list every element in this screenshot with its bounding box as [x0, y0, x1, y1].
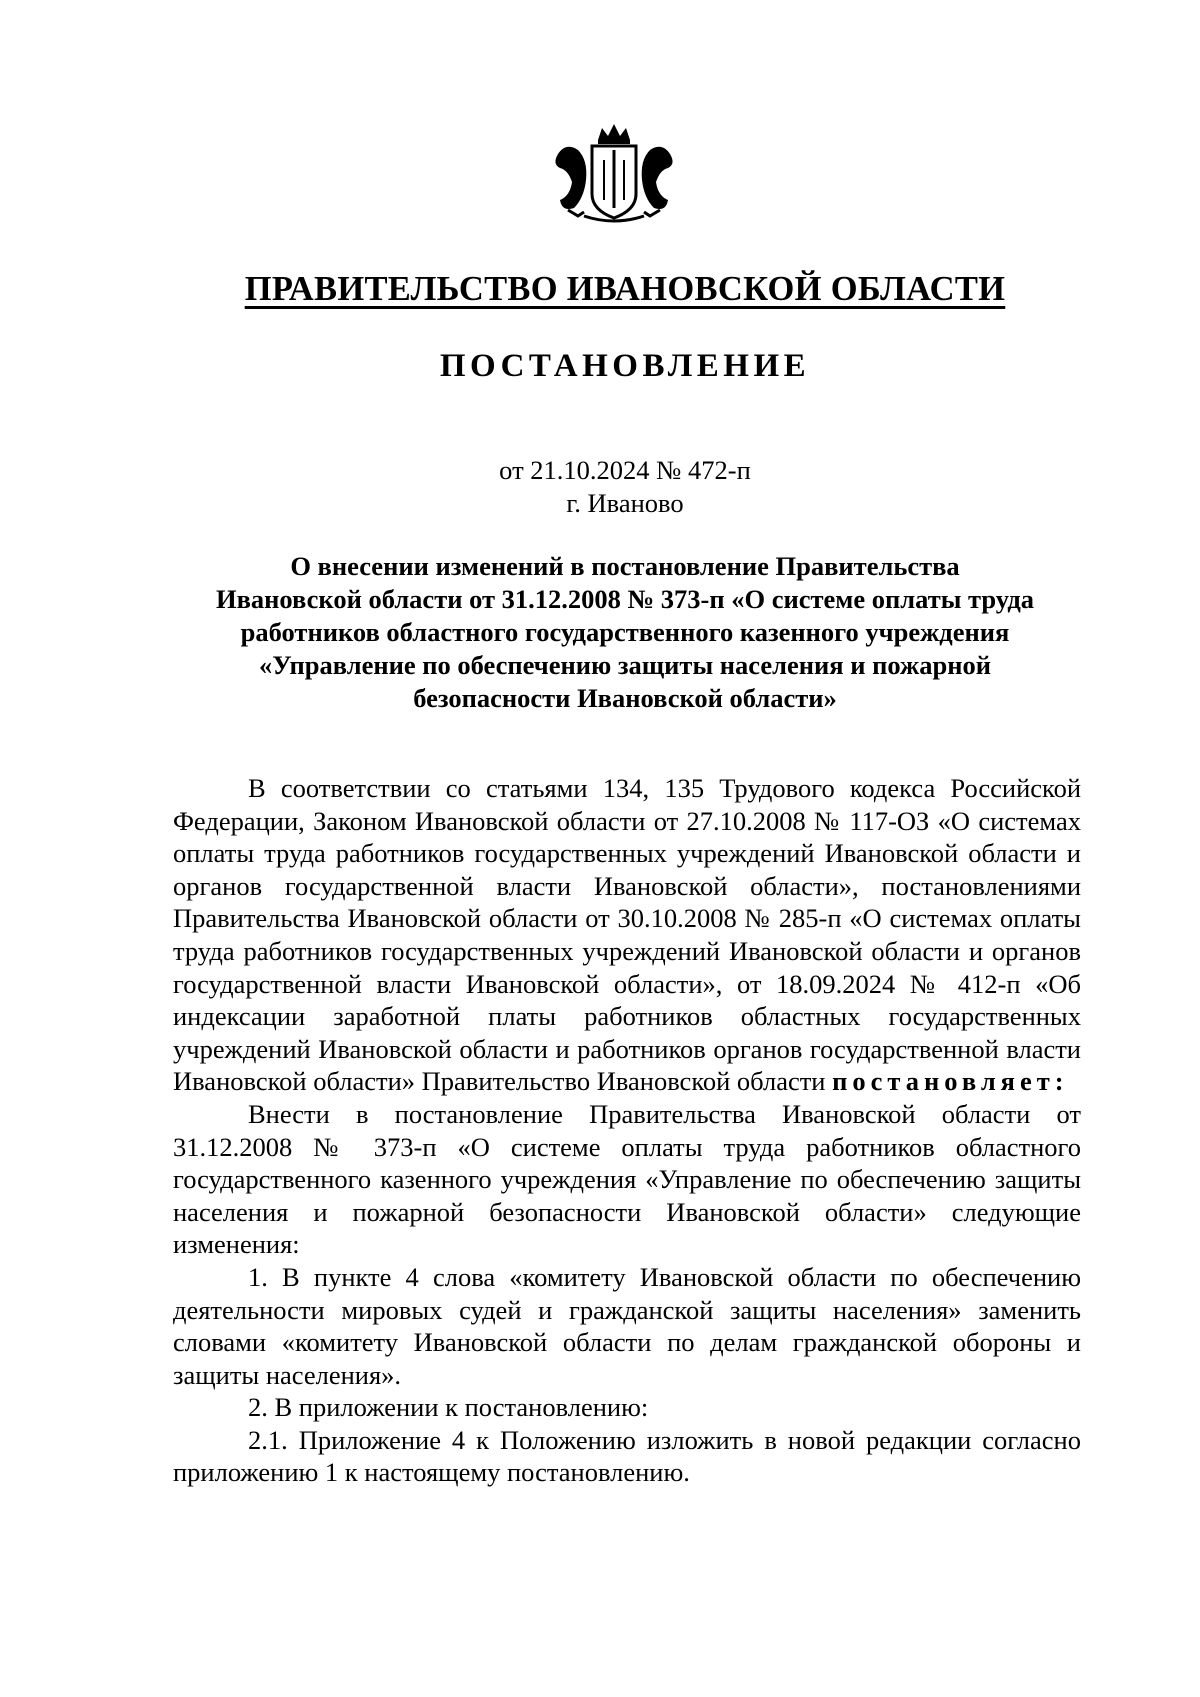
item-2-paragraph: 2. В приложении к постановлению: [248, 1392, 649, 1423]
intro-paragraph: Внести в постановление Правительства Ивановской области от 31.12.2008 № 373-п «О системе оплаты труда работников областного государственного казенного учреждения «Управление по обеспечению защиты населения и пожарной безопасности Ивановской области» следующие изменения: [173, 1098, 1081, 1260]
issuing-authority [0, 270, 1200, 309]
city: г. Иваново [566, 488, 684, 518]
resolves-word: постановляет: [832, 1066, 1069, 1097]
subject-line: О внесении изменений в постановление Правительства [290, 551, 960, 581]
issuing-authority-text: ПРАВИТЕЛЬСТВО ИВАНОВСКОЙ ОБЛАСТИ [244, 270, 1006, 308]
subject-line: безопасности Ивановской области» [413, 683, 837, 713]
item-1-paragraph: 1. В пункте 4 слова «комитету Ивановской области по обеспечению деятельности мировых судей и гражданской защиты населения» заменить словами «комитету Ивановской области по делам гражданской обороны и защиты населения». [173, 1261, 1081, 1390]
document-subject [170, 550, 1080, 715]
subject-line: работников областного государственного казенного учреждения [240, 617, 1010, 647]
preamble-paragraph [173, 772, 1081, 1098]
coat-of-arms-icon [548, 120, 680, 224]
document-meta [0, 454, 1200, 520]
subject-line: Ивановской области от 31.12.2008 № 373-п «О системе оплаты труда [215, 584, 1034, 614]
subject-line: «Управление по обеспечению защиты населения и пожарной [258, 650, 992, 680]
preamble-text: В соответствии со статьями 134, 135 Трудового кодекса Российской Федерации, Законом Ивановской области от 27.10.2008 № 117-ОЗ «О системах оплаты труда работников государственных учреждений Ивановской области и органов государственной власти Ивановской области», постановлениями Правительства Ивановской области от 30.10.2008 № 285-п «О системах оплаты труда работников государственных учреждений Ивановской области и органов государственной власти Ивановской области», от 18.09.2024 № 412-п «Об индексации заработной платы работников областных государственных учреждений Ивановской области и работников органов государственной власти Ивановской области» Правительство Ивановской области [173, 773, 1081, 1097]
item-2-1-paragraph: 2.1. Приложение 4 к Положению изложить в новой редакции согласно приложению 1 к настоящему постановлению. [173, 1424, 1081, 1488]
document-body [173, 772, 1081, 1489]
document-type: ПОСТАНОВЛЕНИЕ [439, 348, 811, 384]
date-number: от 21.10.2024 № 472-п [499, 455, 751, 485]
